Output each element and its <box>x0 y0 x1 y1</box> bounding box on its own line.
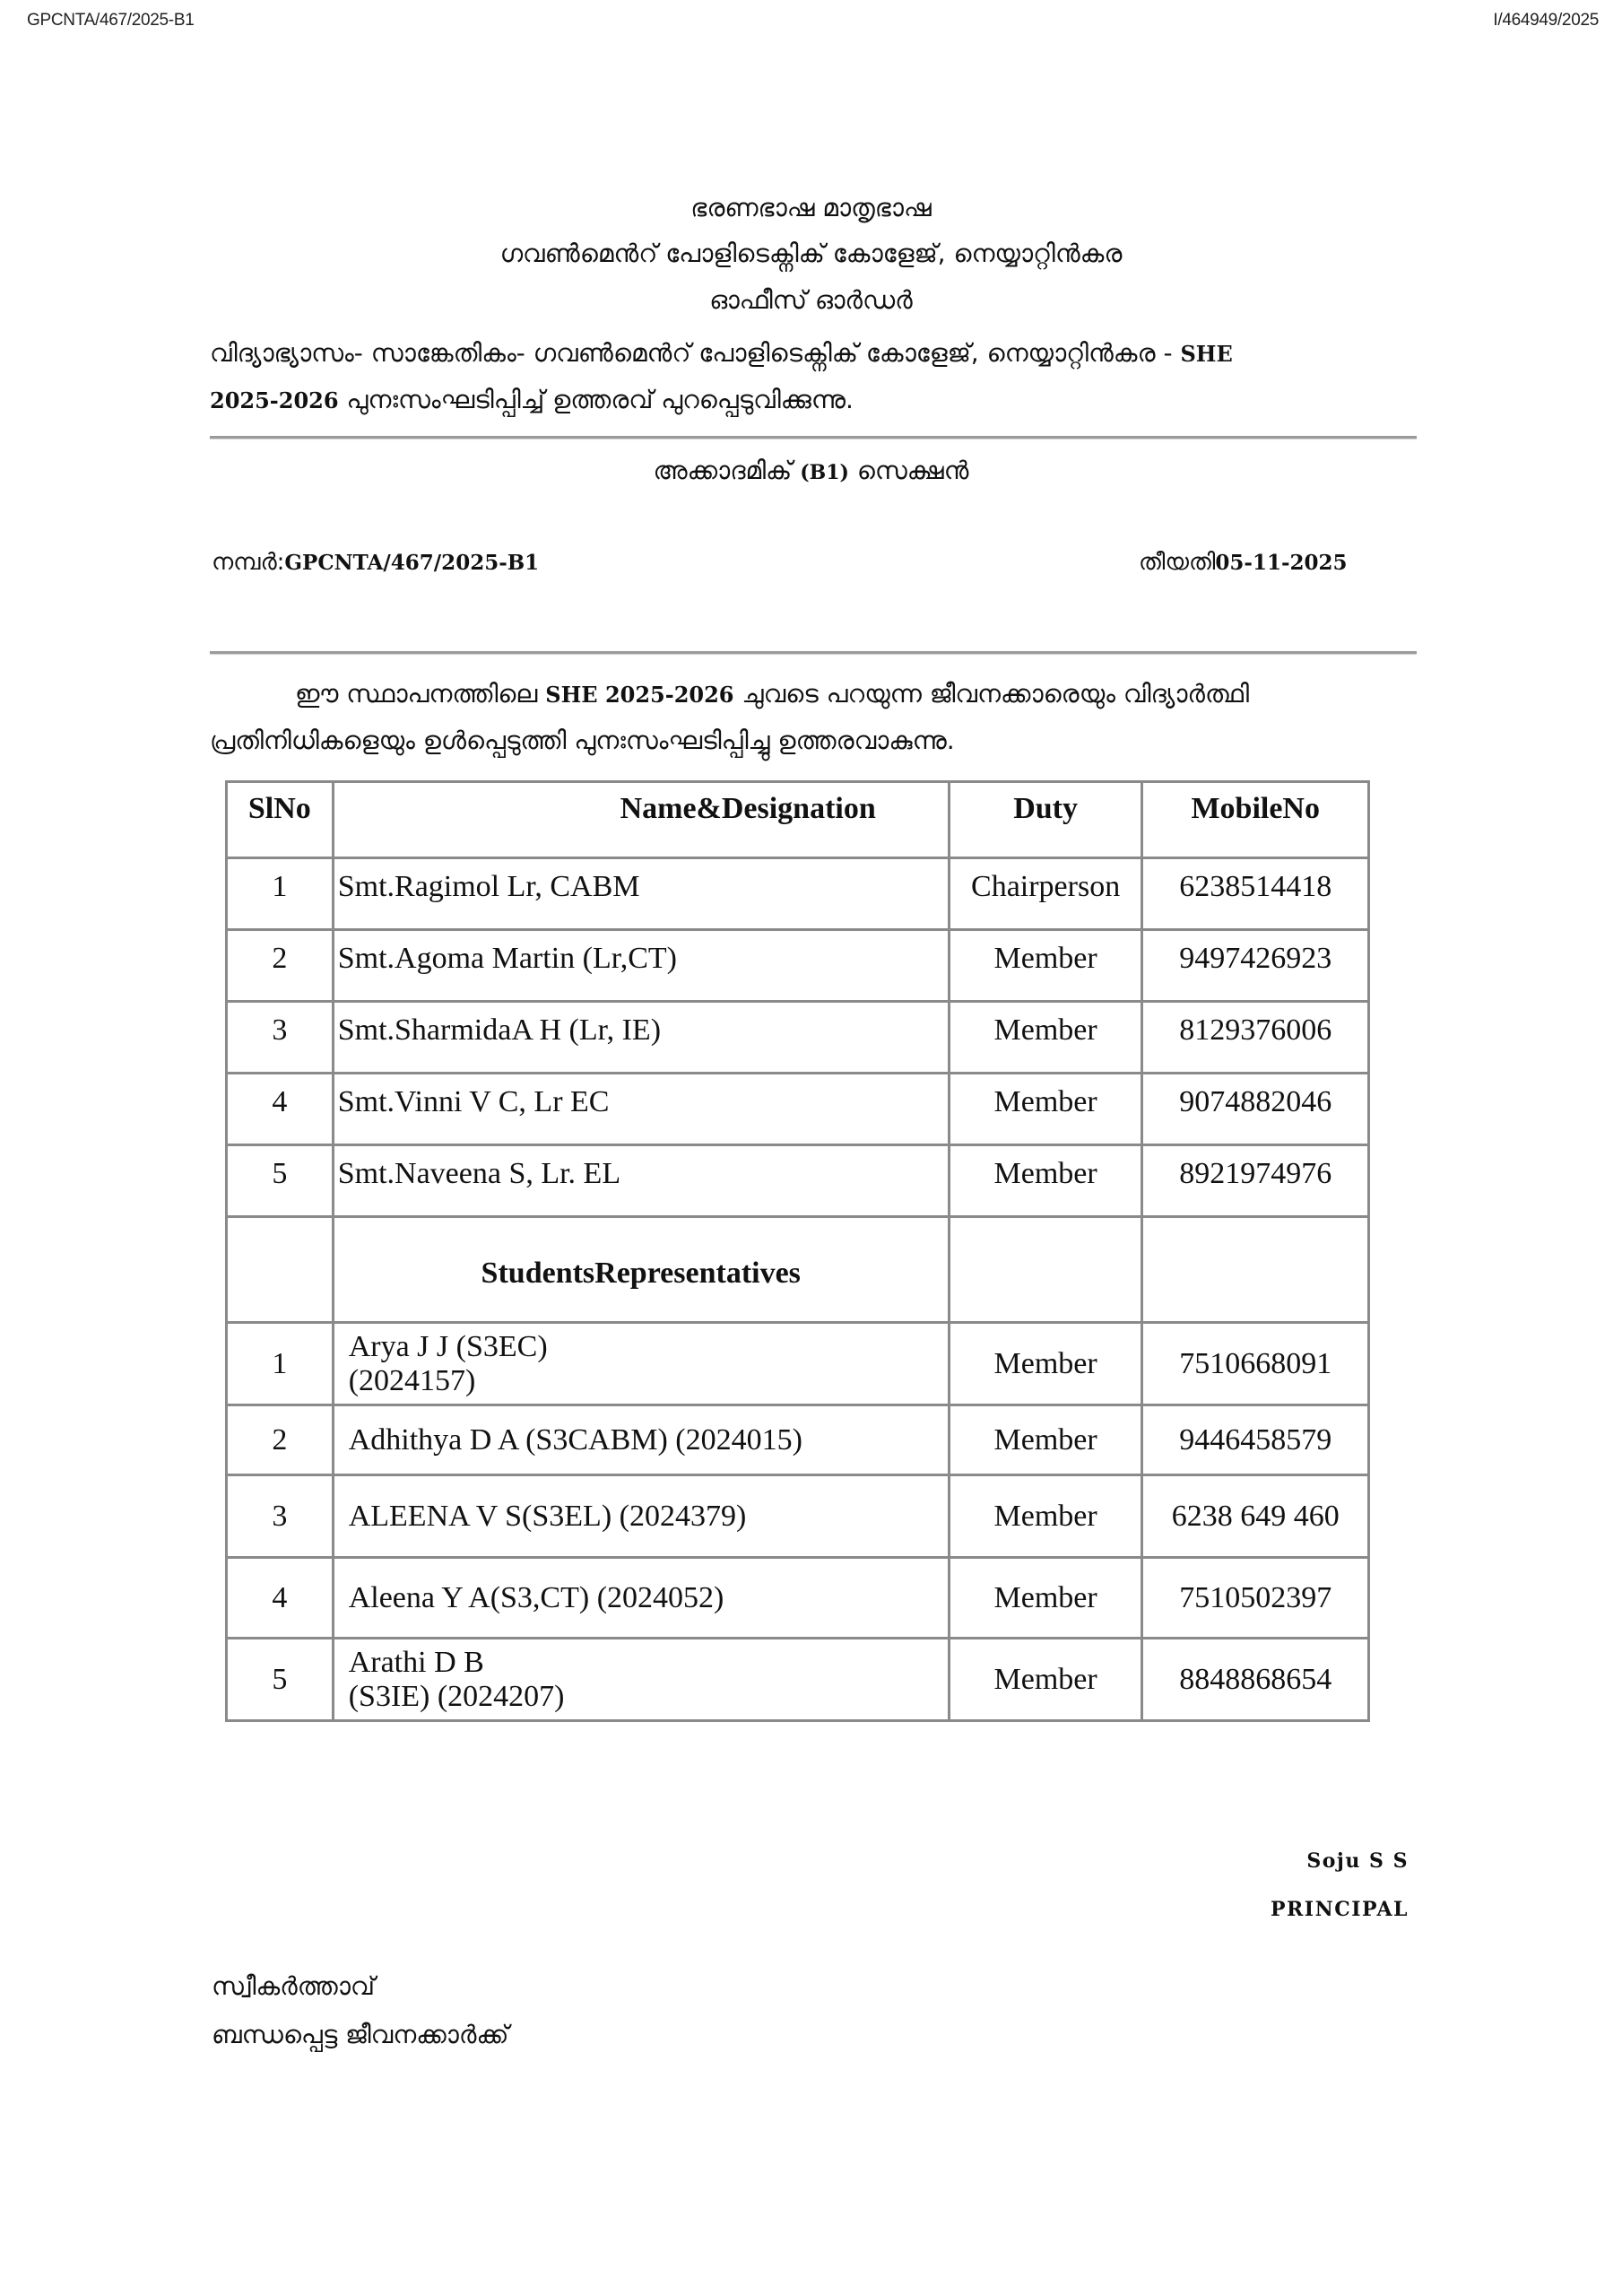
recipient-concerned-staff: ബന്ധപ്പെട്ട ജീവനക്കാർക്ക് <box>212 2020 509 2049</box>
body-paragraph-line-2: പ്രതിനിധികളെയും ഉൾപ്പെടുത്തി പുനഃസംഘടിപ്പിച്ചു ഉത്തരവാകുന്നു. <box>210 726 955 755</box>
staff-row <box>227 858 1369 930</box>
staff-duty: Member <box>949 1145 1142 1217</box>
staff-row <box>227 930 1369 1002</box>
staff-row <box>227 1074 1369 1145</box>
student-mobile: 7510502397 <box>1142 1558 1369 1639</box>
order-date-label: തീയതി <box>1139 549 1216 576</box>
student-name <box>333 1475 949 1558</box>
student-name-line-1: Arya J J (S3EC) <box>348 1329 548 1363</box>
body-she-year: SHE 2025-2026 <box>545 682 734 708</box>
staff-name: Smt.Ragimol Lr, CABM <box>333 858 949 930</box>
staff-name: Smt.Vinni V C, Lr EC <box>333 1074 949 1145</box>
header-name-designation: Name&Designation <box>333 782 949 858</box>
header-duty: Duty <box>949 782 1142 858</box>
subject-text-en: SHE <box>1180 341 1233 367</box>
student-name-line-1: Arathi D B <box>348 1645 484 1679</box>
student-duty: Member <box>949 1405 1142 1475</box>
staff-duty: Member <box>949 930 1142 1002</box>
section-code: (B1) <box>800 461 849 484</box>
order-date <box>1139 549 1348 577</box>
student-name <box>333 1405 949 1475</box>
students-subheader-row <box>227 1217 1369 1323</box>
student-mobile: 6238 649 460 <box>1142 1475 1369 1558</box>
student-duty: Member <box>949 1323 1142 1405</box>
header-mobile: MobileNo <box>1142 782 1369 858</box>
student-sl: 4 <box>227 1558 334 1639</box>
staff-sl: 5 <box>227 1145 334 1217</box>
heading-office-order: ഓഫീസ് ഓർഡർ <box>709 285 913 315</box>
student-duty: Member <box>949 1639 1142 1721</box>
heading-institution: ഗവൺമെൻറ് പോളിടെക്നിക് കോളേജ്, നെയ്യാറ്റിൻകര <box>499 239 1123 268</box>
staff-row <box>227 1002 1369 1074</box>
staff-name: Smt.Naveena S, Lr. EL <box>333 1145 949 1217</box>
student-mobile: 9446458579 <box>1142 1405 1369 1475</box>
staff-duty: Member <box>949 1002 1142 1074</box>
staff-sl: 3 <box>227 1002 334 1074</box>
members-table <box>225 780 1370 1722</box>
order-number-label: നമ്പർ: <box>212 549 285 576</box>
student-mobile: 7510668091 <box>1142 1323 1369 1405</box>
student-name-line-2: (2024157) <box>348 1363 476 1397</box>
student-row <box>227 1323 1369 1405</box>
subject-line-2 <box>210 377 1429 424</box>
staff-sl: 1 <box>227 858 334 930</box>
staff-name: Smt.Agoma Martin (Lr,CT) <box>333 930 949 1002</box>
subject-line-1 <box>210 330 1429 378</box>
header-sl-no: SlNo <box>227 782 334 858</box>
order-number <box>212 549 539 577</box>
students-subheader-empty-1 <box>227 1217 334 1323</box>
student-duty: Member <box>949 1558 1142 1639</box>
signatory-designation: PRINCIPAL <box>1270 1898 1409 1921</box>
students-subheader-empty-2 <box>949 1217 1142 1323</box>
student-sl: 3 <box>227 1475 334 1558</box>
staff-row <box>227 1145 1369 1217</box>
staff-mobile: 8921974976 <box>1142 1145 1369 1217</box>
student-sl: 5 <box>227 1639 334 1721</box>
student-row <box>227 1558 1369 1639</box>
body-text-2: ചുവടെ പറയുന്ന ജീവനക്കാരെയും വിദ്യാർത്ഥി <box>742 679 1250 709</box>
divider-top <box>210 436 1417 439</box>
student-mobile: 8848868654 <box>1142 1639 1369 1721</box>
student-name <box>333 1639 949 1721</box>
student-name-line-1: Aleena Y A(S3,CT) (2024052) <box>348 1580 724 1614</box>
subject-text-ml: വിദ്യാഭ്യാസം- സാങ്കേതികം- ഗവൺമെൻറ് പോളിടെക്നിക് കോളേജ്, നെയ്യാറ്റിൻകര - <box>210 338 1173 368</box>
students-subheader-empty-3 <box>1142 1217 1369 1323</box>
student-sl: 1 <box>227 1323 334 1405</box>
staff-sl: 4 <box>227 1074 334 1145</box>
staff-duty: Chairperson <box>949 858 1142 930</box>
signatory-name: Soju S S <box>1306 1849 1409 1873</box>
body-paragraph-line-1 <box>210 671 1429 718</box>
student-name-line-2: (S3IE) (2024207) <box>348 1679 565 1713</box>
divider-middle <box>210 651 1417 654</box>
student-row <box>227 1405 1369 1475</box>
staff-mobile: 6238514418 <box>1142 858 1369 930</box>
student-row <box>227 1639 1369 1721</box>
student-name <box>333 1558 949 1639</box>
staff-sl: 2 <box>227 930 334 1002</box>
staff-mobile: 9497426923 <box>1142 930 1369 1002</box>
section-label: അക്കാദമിക് <box>653 456 793 485</box>
student-name-line-1: ALEENA V S(S3EL) (2024379) <box>348 1499 747 1533</box>
heading-official-language: ഭരണഭാഷ മാതൃഭാഷ <box>690 193 932 222</box>
students-subheader: StudentsRepresentatives <box>333 1217 949 1323</box>
subject-year: 2025-2026 <box>210 387 339 413</box>
staff-mobile: 9074882046 <box>1142 1074 1369 1145</box>
staff-duty: Member <box>949 1074 1142 1145</box>
section-suffix: സെക്ഷൻ <box>856 456 969 485</box>
order-date-value: 05-11-2025 <box>1215 551 1348 575</box>
student-name-line-1: Adhithya D A (S3CABM) (2024015) <box>348 1422 802 1457</box>
file-number-header: GPCNTA/467/2025-B1 <box>27 11 195 30</box>
student-duty: Member <box>949 1475 1142 1558</box>
student-row <box>227 1475 1369 1558</box>
staff-mobile: 8129376006 <box>1142 1002 1369 1074</box>
section-title <box>0 456 1622 486</box>
table-header-row <box>227 782 1369 858</box>
reference-id-header: I/464949/2025 <box>1493 11 1599 30</box>
recipients-label: സ്വീകർത്താവ് <box>212 1971 375 2001</box>
staff-name: Smt.SharmidaA H (Lr, IE) <box>333 1002 949 1074</box>
student-name <box>333 1323 949 1405</box>
subject-text-ml-2: പുനഃസംഘടിപ്പിച്ച് ഉത്തരവ് പുറപ്പെടുവിക്കുന്നു. <box>346 385 854 414</box>
student-sl: 2 <box>227 1405 334 1475</box>
order-number-value: GPCNTA/467/2025-B1 <box>284 551 540 575</box>
body-text-1: ഈ സ്ഥാപനത്തിലെ <box>295 679 538 709</box>
